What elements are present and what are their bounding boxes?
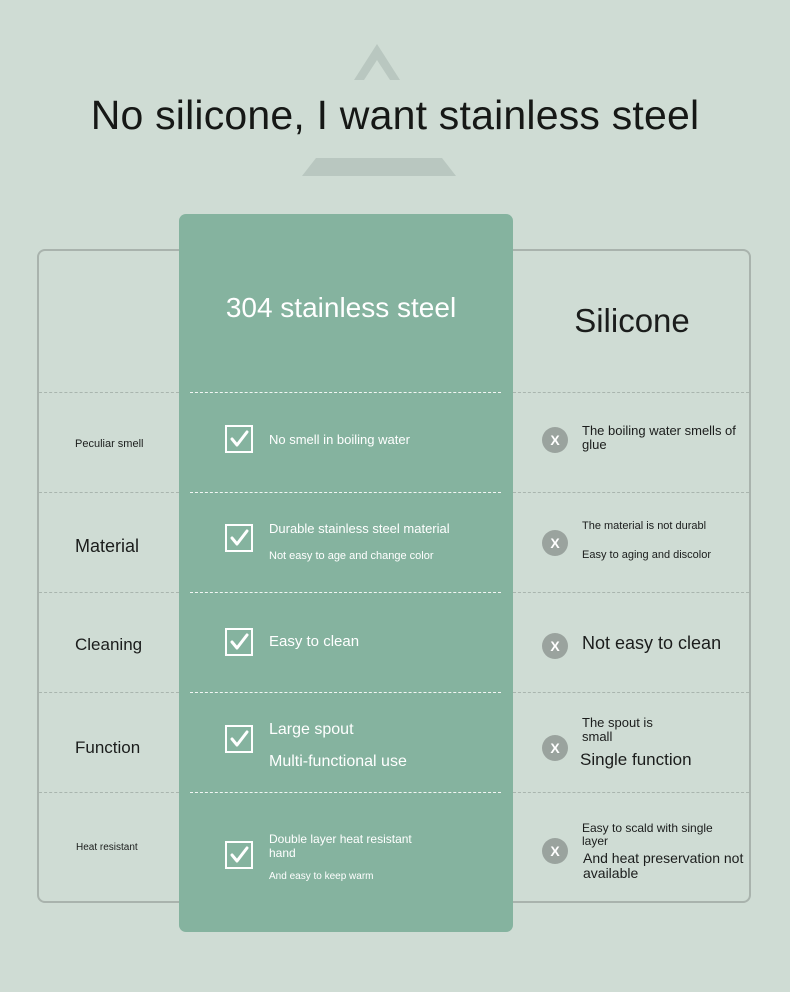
row-label-material: Material [75, 536, 140, 556]
row-divider [39, 692, 179, 693]
row-divider [513, 592, 749, 593]
steel-point: Double layer heat resistant hand [269, 832, 412, 860]
row-divider [190, 792, 501, 793]
row-divider [39, 392, 179, 393]
steel-point: Large spout [269, 721, 354, 738]
x-icon: X [542, 735, 568, 761]
x-icon: X [542, 530, 568, 556]
steel-point: Durable stainless steel material [269, 521, 450, 536]
check-icon [225, 628, 253, 656]
row-label-cleaning: Cleaning [75, 635, 143, 654]
check-icon [225, 841, 253, 869]
silicone-point: The boiling water smells of glue [582, 423, 736, 453]
steel-column-title: 304 stainless steel [225, 292, 457, 323]
x-icon: X [542, 427, 568, 453]
x-icon: X [542, 633, 568, 659]
steel-point: No smell in boiling water [269, 432, 410, 447]
silicone-point: Easy to scald with single layer [582, 821, 713, 849]
silicone-point: Not easy to clean [582, 633, 722, 653]
row-divider [513, 792, 749, 793]
row-divider [513, 392, 749, 393]
steel-point: Easy to clean [269, 633, 360, 650]
silicone-column-title: Silicone [574, 302, 690, 339]
steel-point-detail: Multi-functional use [269, 753, 407, 770]
row-label-heat-resistant: Heat resistant [76, 842, 138, 853]
row-divider [513, 492, 749, 493]
row-label-peculiar-smell: Peculiar smell [75, 438, 144, 450]
check-icon [225, 425, 253, 453]
row-divider [190, 692, 501, 693]
silicone-point: The material is not durabl [582, 520, 707, 532]
steel-point-detail: Not easy to age and change color [269, 550, 434, 562]
row-divider [190, 592, 501, 593]
silicone-point-detail: And heat preservation not available [583, 850, 744, 882]
x-icon: X [542, 838, 568, 864]
silicone-point-detail: Easy to aging and discolor [582, 549, 712, 561]
silicone-point: The spout is small [582, 715, 653, 745]
row-divider [39, 592, 179, 593]
steel-point-detail: And easy to keep warm [269, 871, 374, 882]
silicone-point-detail: Single function [580, 750, 692, 769]
row-divider [39, 792, 179, 793]
row-label-function: Function [75, 738, 141, 757]
row-divider [190, 492, 501, 493]
row-divider [513, 692, 749, 693]
row-divider [190, 392, 501, 393]
check-icon [225, 524, 253, 552]
row-divider [39, 492, 179, 493]
check-icon [225, 725, 253, 753]
page-headline: No silicone, I want stainless steel [90, 92, 700, 138]
